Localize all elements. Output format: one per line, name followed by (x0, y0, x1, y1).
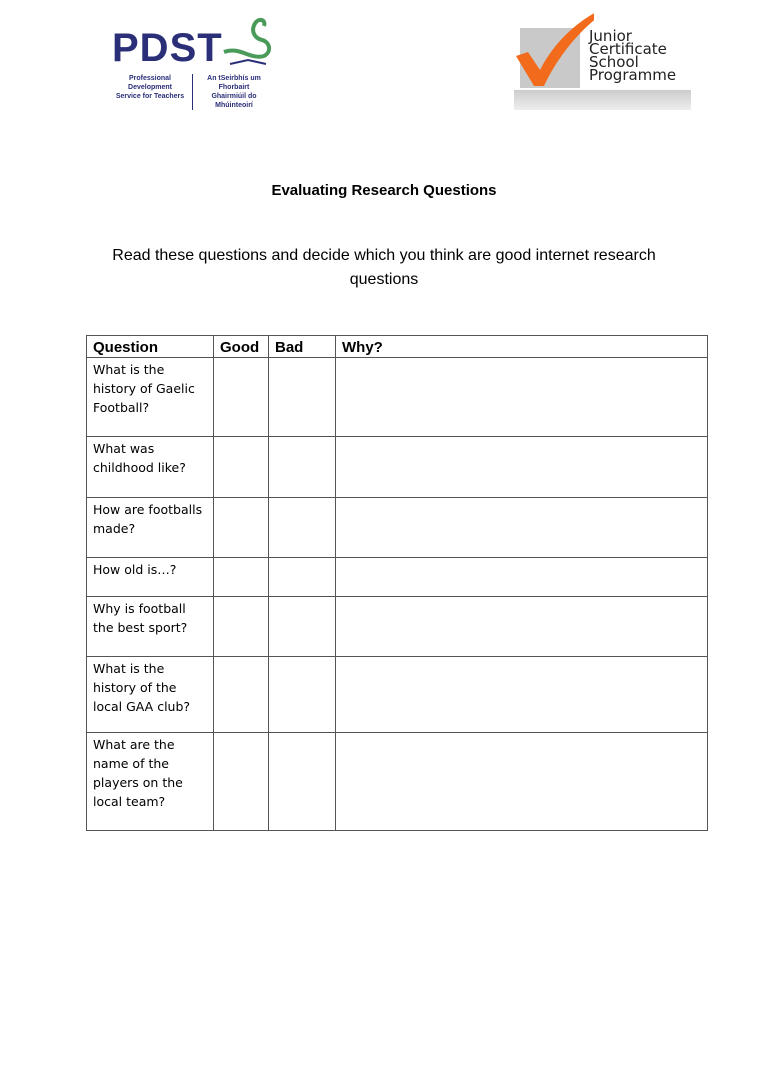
why-cell[interactable] (336, 437, 708, 498)
header-question: Question (87, 336, 214, 358)
table-header-row (87, 336, 708, 358)
table-row (87, 733, 708, 831)
questions-table (86, 335, 708, 831)
question-cell: How are footballs made? (87, 498, 214, 558)
question-cell: How old is…? (87, 558, 214, 597)
table-row (87, 437, 708, 498)
good-cell[interactable] (214, 437, 269, 498)
page-title: Evaluating Research Questions (271, 182, 497, 199)
good-cell[interactable] (214, 358, 269, 437)
pdst-logo: PDST Professional Development Service for Teachers An tSeirbhís um Fhorbairt Ghairmiúil do Mhúinteoirí (112, 16, 274, 96)
bad-cell[interactable] (269, 558, 336, 597)
pdst-swirl-icon (220, 16, 274, 72)
why-cell[interactable] (336, 358, 708, 437)
good-cell[interactable] (214, 597, 269, 657)
question-cell: Why is football the best sport? (87, 597, 214, 657)
header-good: Good (214, 336, 269, 358)
why-cell[interactable] (336, 558, 708, 597)
why-cell[interactable] (336, 597, 708, 657)
question-cell: What was childhood like? (87, 437, 214, 498)
why-cell[interactable] (336, 657, 708, 733)
good-cell[interactable] (214, 498, 269, 558)
bad-cell[interactable] (269, 437, 336, 498)
jcsp-logo: Junior Certificate School Programme (514, 8, 691, 110)
good-cell[interactable] (214, 657, 269, 733)
table-row (87, 657, 708, 733)
bad-cell[interactable] (269, 358, 336, 437)
question-cell: What is the history of Gaelic Football? (87, 358, 214, 437)
question-cell: What are the name of the players on the local team? (87, 733, 214, 831)
checkmark-icon (514, 8, 594, 88)
good-cell[interactable] (214, 733, 269, 831)
bad-cell[interactable] (269, 498, 336, 558)
good-cell[interactable] (214, 558, 269, 597)
table-row (87, 597, 708, 657)
table-row (87, 498, 708, 558)
why-cell[interactable] (336, 733, 708, 831)
table-row (87, 358, 708, 437)
header-bad: Bad (269, 336, 336, 358)
bad-cell[interactable] (269, 733, 336, 831)
why-cell[interactable] (336, 498, 708, 558)
question-cell: What is the history of the local GAA club? (87, 657, 214, 733)
instructions: Read these questions and decide which you think are good internet research questions (112, 247, 656, 288)
bad-cell[interactable] (269, 657, 336, 733)
table-row (87, 558, 708, 597)
header-why: Why? (336, 336, 708, 358)
bad-cell[interactable] (269, 597, 336, 657)
